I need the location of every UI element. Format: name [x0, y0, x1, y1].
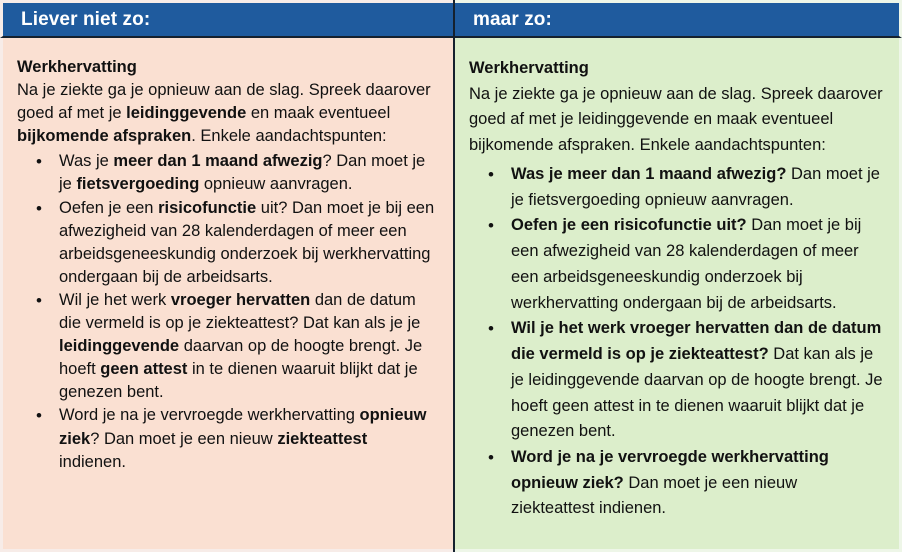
intro-paragraph — [17, 79, 437, 148]
plain-text: Dan moet je een nieuw ziekteattest indienen. — [511, 473, 798, 518]
emphasis-text: leidinggevende — [126, 104, 247, 123]
plain-text: indienen. — [59, 452, 126, 471]
column-body-maar-zo — [455, 38, 902, 552]
emphasis-text: vroeger hervatten — [170, 290, 311, 309]
plain-text: opnieuw aanvragen. — [199, 175, 353, 194]
plain-text: en maak eventueel — [246, 104, 391, 123]
plain-text: daarvan op de hoogte brengt. Je hoeft — [59, 337, 423, 379]
plain-text: in te dienen waaruit blijkt dat je genezen bent. — [59, 360, 418, 402]
bullet-list — [17, 150, 437, 473]
column-header-maar-zo: maar zo: — [455, 0, 902, 38]
emphasis-text: ziekteattest — [277, 429, 368, 448]
emphasis-text: Wil je het werk vroeger hervatten dan de datum die vermeld is op je ziekteattest? — [511, 319, 882, 364]
section-title: Werkhervatting — [17, 58, 137, 76]
emphasis-text: Was je meer dan 1 maand afwezig? — [511, 164, 787, 183]
plain-text: dan de datum die vermeld is op je ziekteattest? Dat kan als je je — [59, 290, 421, 333]
plain-text: Wil je het werk — [59, 290, 171, 309]
plain-text: . Enkele aandachtspunten: — [191, 127, 387, 146]
bullet-item — [17, 150, 437, 196]
plain-text: Na je ziekte ga je opnieuw aan de slag. Spreek daarover goed af met je — [17, 81, 431, 123]
column-header-liever-niet-zo: Liever niet zo: — [0, 0, 453, 38]
plain-text: Oefen je een — [59, 198, 159, 217]
emphasis-text: meer dan 1 maand afwezig — [113, 152, 323, 171]
plain-text: ? Dan moet je een nieuw — [90, 429, 278, 448]
column-body-liever-niet-zo — [0, 38, 453, 552]
bullet-item — [17, 289, 437, 404]
bullet-list — [469, 162, 883, 522]
emphasis-text: bijkomende afspraken — [17, 127, 192, 146]
intro-paragraph — [469, 82, 883, 159]
plain-text: ? Dan moet je je — [59, 152, 426, 194]
section-title: Werkhervatting — [469, 59, 589, 77]
plain-text: Dat kan als je je leidinggevende daarvan op de hoogte brengt. Je hoeft geen attest in te dienen waaruit blijkt dat je genezen bent. — [511, 345, 883, 441]
emphasis-text: risicofunctie — [158, 198, 257, 217]
plain-text: Dan moet je je fietsvergoeding opnieuw aanvragen. — [511, 164, 880, 209]
emphasis-text: opnieuw ziek — [59, 406, 427, 448]
plain-text: Was je — [59, 152, 114, 171]
plain-text: Word je na je vervroegde werkhervatting — [59, 406, 360, 425]
emphasis-text: leidinggevende — [59, 337, 180, 356]
bullet-item — [17, 404, 437, 473]
plain-text: Dan moet je bij een afwezigheid van 28 kalenderdagen of meer een arbeidsgeneeskundig onderzoek bij werkhervatting ondergaan bij de arbeidsarts. — [511, 216, 862, 312]
emphasis-text: geen attest — [100, 360, 188, 379]
bullet-item — [469, 445, 883, 522]
emphasis-text: Word je na je vervroegde werkhervatting opnieuw ziek? — [511, 448, 829, 492]
bullet-item — [469, 213, 883, 316]
bullet-item — [17, 197, 437, 289]
bullet-item — [469, 316, 883, 445]
emphasis-text: Oefen je een risicofunctie uit? — [511, 216, 747, 235]
bullet-item — [469, 162, 883, 213]
column-maar-zo — [455, 0, 902, 552]
emphasis-text: fietsvergoeding — [76, 175, 200, 194]
plain-text: Na je ziekte ga je opnieuw aan de slag. Spreek daarover goed af met je leidinggevende en maak eventueel bijkomende afspraken. Enkele aandachtspunten: — [469, 84, 883, 155]
plain-text: uit? Dan moet je bij een afwezigheid van 28 kalenderdagen of meer een arbeidsgeneeskundig onderzoek bij werkhervatting ondergaan bij de arbeidsarts. — [59, 198, 435, 286]
